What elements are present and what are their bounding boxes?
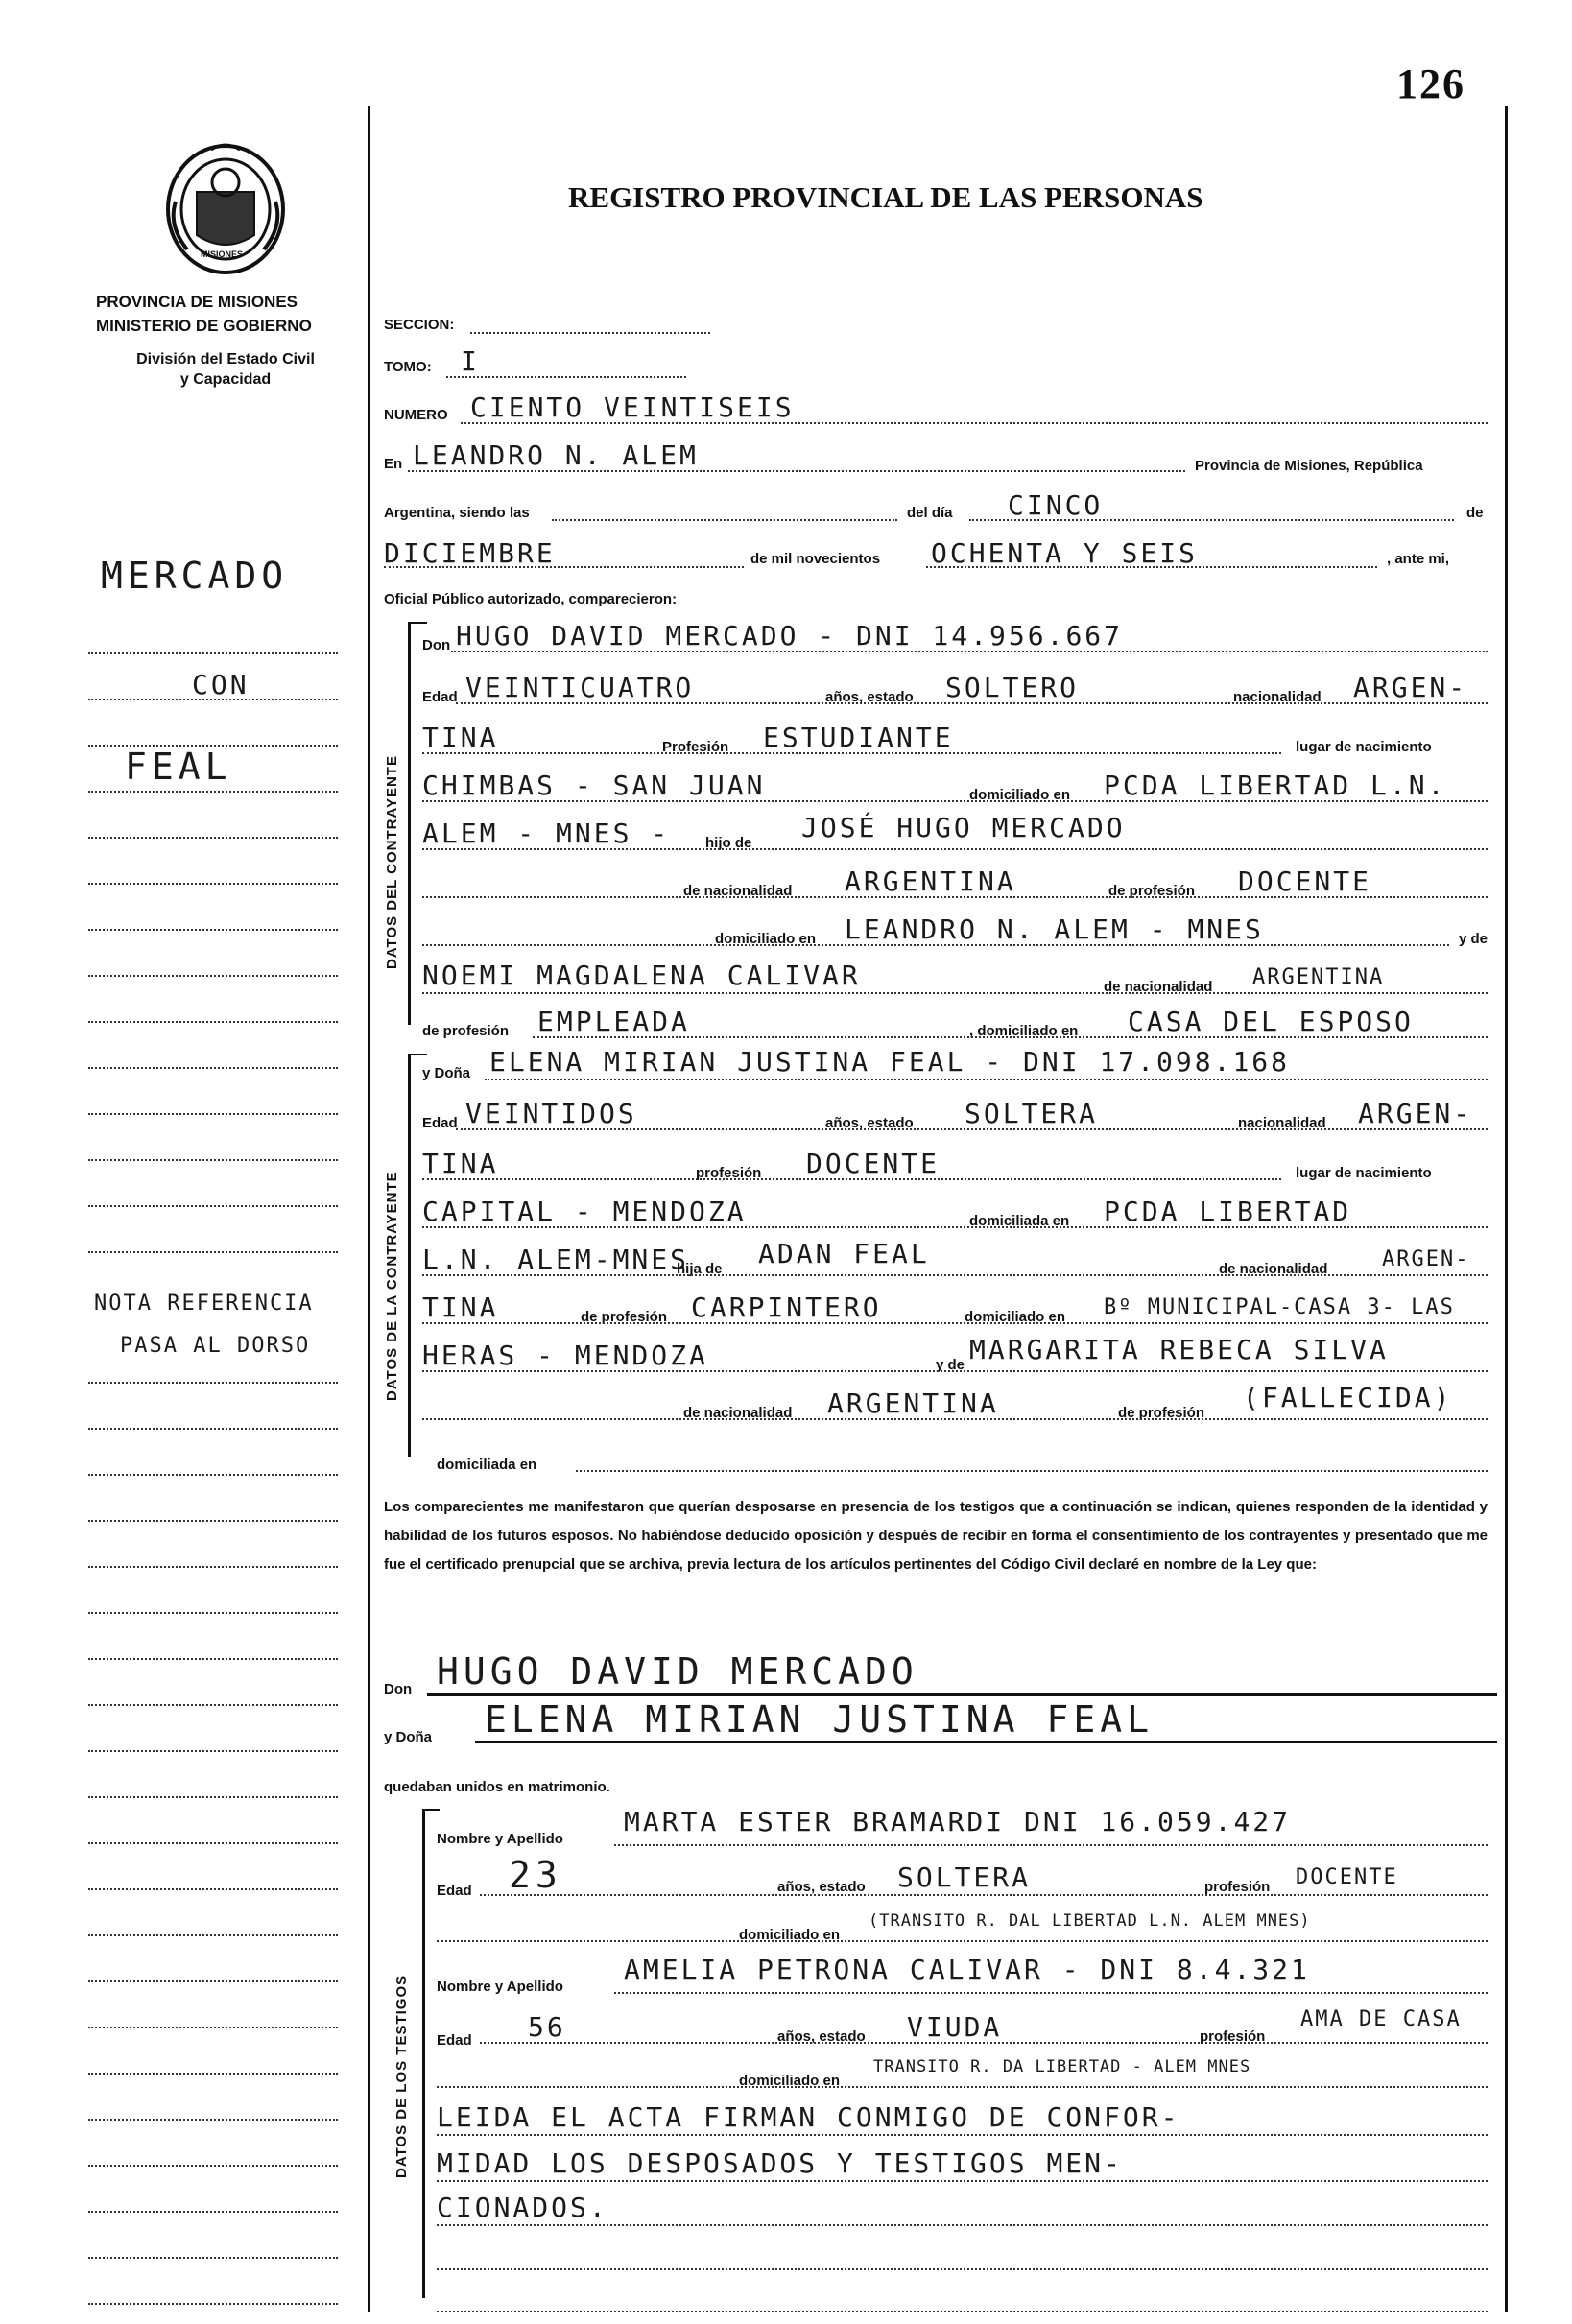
groom-name: HUGO DAVID MERCADO - DNI 14.956.667: [456, 620, 1124, 652]
mes-value: DICIEMBRE: [384, 537, 556, 569]
groom-mdomic-label: , domiciliado en: [969, 1023, 1079, 1039]
bride-fprof: CARPINTERO: [691, 1292, 882, 1323]
bride-domic-label: domiciliada en: [969, 1213, 1070, 1229]
left-margin-rule: [368, 106, 370, 2312]
margin-note-1: NOTA REFERENCIA: [94, 1292, 314, 1316]
groom-mprof-label: de profesión: [422, 1023, 510, 1039]
w2-prof: AMA DE CASA: [1300, 2007, 1462, 2031]
de-label: de: [1466, 505, 1484, 521]
w2-edad-label: Edad: [437, 2032, 472, 2049]
w1-nombre-label: Nombre y Apellido: [437, 1831, 563, 1847]
right-margin-rule: [1505, 106, 1508, 2312]
groom-side-label: DATOS DEL CONTRAYENTE: [384, 755, 400, 969]
groom-prof-label: Profesión: [662, 739, 729, 755]
bride-fnac-b: TINA: [422, 1292, 499, 1323]
provincial-seal: [158, 134, 293, 278]
groom-prof: ESTUDIANTE: [763, 722, 954, 753]
argentina-text: Argentina, siendo las: [384, 505, 530, 521]
oficial-text: Oficial Público autorizado, comparecieron:: [384, 591, 678, 607]
bride-hija-label: hija de: [677, 1261, 723, 1277]
w1-prof-label: profesión: [1204, 1879, 1271, 1895]
mil-label: de mil novecientos: [750, 551, 881, 567]
groom-mprof: EMPLEADA: [537, 1006, 690, 1037]
w1-edad-label: Edad: [437, 1883, 472, 1899]
bride-dona-label: y Doña: [422, 1065, 471, 1081]
w2-anios-estado: años, estado: [777, 2028, 866, 2045]
bride-anios-estado: años, estado: [825, 1115, 914, 1131]
tomo-value: I: [461, 345, 480, 377]
w2-name: AMELIA PETRONA CALIVAR - DNI 8.4.321: [624, 1954, 1310, 1985]
bride-domic-a: PCDA LIBERTAD: [1104, 1196, 1352, 1227]
w1-anios-estado: años, estado: [777, 1879, 866, 1895]
bride-mprof: (FALLECIDA): [1243, 1382, 1453, 1413]
decl-closing: quedaban unidos en matrimonio.: [384, 1779, 610, 1795]
bride-fprof-label: de profesión: [581, 1309, 668, 1325]
bride-y-de: y de: [936, 1357, 965, 1373]
decl-dona-label: y Doña: [384, 1729, 433, 1745]
margin-connector: CON: [192, 669, 250, 700]
w1-domic-label: domiciliado en: [739, 1927, 841, 1943]
groom-mdomic: CASA DEL ESPOSO: [1128, 1006, 1414, 1037]
groom-edad-label: Edad: [422, 689, 458, 705]
bride-fdomic-a: Bº MUNICIPAL-CASA 3- LAS: [1104, 1295, 1455, 1319]
bride-fdomic-label: domiciliado en: [965, 1309, 1066, 1325]
org-division: División del Estado Civil: [136, 351, 315, 368]
tomo-label: TOMO:: [384, 359, 432, 375]
groom-lugar-label: lugar de nacimiento: [1296, 739, 1432, 755]
anio-value: OCHENTA Y SEIS: [931, 537, 1199, 569]
bride-prof: DOCENTE: [806, 1148, 941, 1179]
bride-edad-label: Edad: [422, 1115, 458, 1131]
bride-nac-label: nacionalidad: [1238, 1115, 1326, 1131]
bride-father: ADAN FEAL: [758, 1238, 930, 1269]
dia-value: CINCO: [1008, 489, 1104, 521]
decl-bride-name: ELENA MIRIAN JUSTINA FEAL: [485, 1698, 1154, 1741]
margin-name-bride: FEAL: [125, 746, 232, 788]
w2-domic-label: domiciliado en: [739, 2073, 841, 2089]
org-province: PROVINCIA DE MISIONES: [96, 293, 298, 311]
groom-mnac: ARGENTINA: [1252, 965, 1385, 989]
groom-fdomic: LEANDRO N. ALEM - MNES: [845, 913, 1264, 945]
margin-name-groom: MERCADO: [101, 555, 289, 597]
numero-value: CIENTO VEINTISEIS: [470, 391, 795, 423]
groom-fnac-label: de nacionalidad: [683, 883, 793, 899]
page-title: REGISTRO PROVINCIAL DE LAS PERSONAS: [568, 180, 1203, 214]
decl-don-label: Don: [384, 1681, 413, 1697]
groom-lugar: CHIMBAS - SAN JUAN: [422, 770, 766, 801]
groom-mnac-label: de nacionalidad: [1104, 979, 1213, 995]
place-value: LEANDRO N. ALEM: [413, 439, 699, 471]
w1-estado: SOLTERA: [897, 1862, 1032, 1893]
groom-domic-b: ALEM - MNES -: [422, 818, 671, 849]
groom-hijo-label: hijo de: [705, 835, 752, 851]
bride-estado: SOLTERA: [965, 1098, 1099, 1129]
org-ministry: MINISTERIO DE GOBIERNO: [96, 317, 312, 335]
margin-note-2: PASA AL DORSO: [120, 1334, 311, 1358]
page-number: 126: [1396, 60, 1465, 107]
bride-fdomic-b: HERAS - MENDOZA: [422, 1340, 708, 1371]
groom-anios-estado: años, estado: [825, 689, 914, 705]
bride-mprof-label: de profesión: [1118, 1405, 1205, 1421]
groom-fprof-label: de profesión: [1108, 883, 1196, 899]
groom-nac-a: ARGEN-: [1353, 672, 1468, 703]
bride-fnac-a: ARGEN-: [1382, 1247, 1470, 1271]
bride-nac-a: ARGEN-: [1358, 1098, 1473, 1129]
en-label: En: [384, 456, 403, 472]
bride-lugar: CAPITAL - MENDOZA: [422, 1196, 747, 1227]
w1-name: MARTA ESTER BRAMARDI DNI 16.059.427: [624, 1806, 1292, 1838]
groom-y-de: y de: [1459, 931, 1489, 947]
note-line-1: LEIDA EL ACTA FIRMAN CONMIGO DE CONFOR-: [437, 2101, 1180, 2133]
groom-estado: SOLTERO: [945, 672, 1080, 703]
bride-mnac-label: de nacionalidad: [683, 1405, 793, 1421]
org-division-2: y Capacidad: [179, 371, 272, 388]
note-line-3: CIONADOS.: [437, 2192, 608, 2223]
bride-prof-label: profesión: [696, 1165, 762, 1181]
w1-prof: DOCENTE: [1296, 1865, 1398, 1889]
bride-mother: MARGARITA REBECA SILVA: [969, 1334, 1389, 1365]
w2-prof-label: profesión: [1200, 2028, 1266, 2045]
seccion-label: SECCION:: [384, 317, 455, 333]
bride-lugar-label: lugar de nacimiento: [1296, 1165, 1432, 1181]
groom-don-label: Don: [422, 637, 451, 653]
numero-label: NUMERO: [384, 407, 448, 423]
groom-mother: NOEMI MAGDALENA CALIVAR: [422, 960, 861, 991]
groom-domic-label: domiciliado en: [969, 787, 1071, 803]
w1-domic: (TRANSITO R. DAL LIBERTAD L.N. ALEM MNES): [869, 1911, 1311, 1931]
declaration-text: Los comparecientes me manifestaron que querían desposarse en presencia de los testigos que a continuación se indican, quienes responden de la identidad y habilidad de los futuros esposos. No habiéndose deducido oposición y después de recibir en forma el consentimiento de los contrayentes y presentado que me fue el certificado prenupcial que se archiva, previa lectura de los artículos pertinentes del Código Civil declaré en nombre de la Ley que:: [384, 1499, 1488, 1573]
provincia-text: Provincia de Misiones, República: [1195, 458, 1423, 474]
bride-mdomic-label: domiciliada en: [437, 1457, 537, 1473]
bride-fnac-label: de nacionalidad: [1219, 1261, 1328, 1277]
w2-edad: 56: [528, 2011, 566, 2043]
groom-nac-b: TINA: [422, 722, 499, 753]
groom-fprof: DOCENTE: [1238, 866, 1372, 897]
note-line-2: MIDAD LOS DESPOSADOS Y TESTIGOS MEN-: [437, 2147, 1123, 2179]
decl-groom-name: HUGO DAVID MERCADO: [437, 1650, 918, 1693]
del-dia-label: del día: [907, 505, 953, 521]
groom-father: JOSÉ HUGO MERCADO: [801, 812, 1126, 843]
groom-edad: VEINTICUATRO: [465, 672, 695, 703]
bride-edad: VEINTIDOS: [465, 1098, 637, 1129]
groom-fnac: ARGENTINA: [845, 866, 1016, 897]
ante-mi: , ante mi,: [1387, 551, 1450, 567]
w2-estado: VIUDA: [907, 2011, 1003, 2043]
w2-nombre-label: Nombre y Apellido: [437, 1979, 563, 1995]
seal-caption: MISIONES: [201, 249, 244, 259]
bride-domic-b: L.N. ALEM-MNES: [422, 1244, 690, 1275]
groom-domic-a: PCDA LIBERTAD L.N.: [1104, 770, 1447, 801]
bride-name: ELENA MIRIAN JUSTINA FEAL - DNI 17.098.168: [489, 1046, 1291, 1078]
groom-nac-label: nacionalidad: [1233, 689, 1322, 705]
witnesses-side-label: DATOS DE LOS TESTIGOS: [393, 1974, 410, 2178]
bride-mnac: ARGENTINA: [827, 1387, 999, 1419]
w2-domic: TRANSITO R. DA LIBERTAD - ALEM MNES: [873, 2057, 1251, 2076]
groom-fdomic-label: domiciliado en: [715, 931, 817, 947]
bride-side-label: DATOS DE LA CONTRAYENTE: [384, 1171, 400, 1401]
bride-nac-b: TINA: [422, 1148, 499, 1179]
w1-edad: 23: [509, 1854, 562, 1896]
